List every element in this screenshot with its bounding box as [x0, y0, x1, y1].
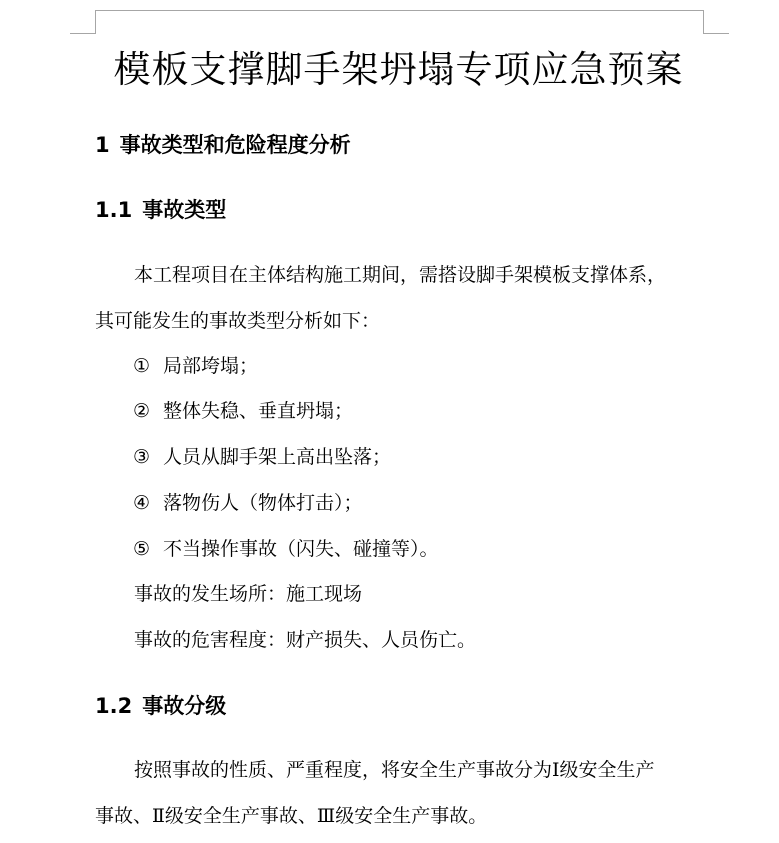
grading-paragraph-line-1: 按照事故的性质、严重程度，将安全生产事故分为Ⅰ级安全生产	[134, 759, 655, 781]
grading-paragraph-line-2: 事故、Ⅱ级安全生产事故、Ⅲ级安全生产事故。	[95, 805, 488, 827]
list-marker: ③	[133, 446, 151, 468]
section-1-number: 1	[95, 133, 110, 157]
accident-type-item	[133, 443, 391, 471]
crop-mark-right-horizontal	[703, 33, 729, 34]
intro-paragraph-line-1: 本工程项目在主体结构施工期间，需搭设脚手架模板支撑体系，	[134, 264, 667, 286]
list-marker: ⑤	[133, 538, 151, 560]
list-marker: ④	[133, 492, 151, 514]
list-item-text: 不当操作事故（闪失、碰撞等）。	[163, 538, 439, 560]
accident-severity-text: 事故的危害程度：财产损失、人员伤亡。	[134, 629, 477, 651]
list-item-text: 人员从脚手架上高出坠落；	[163, 446, 392, 468]
section-1-1-heading	[95, 195, 226, 225]
intro-paragraph-line-2: 其可能发生的事故类型分析如下：	[95, 310, 381, 332]
section-1-1-title: 事故类型	[142, 198, 227, 222]
accident-type-item	[133, 489, 363, 517]
section-1-title: 事故类型和危险程度分析	[119, 133, 351, 157]
section-1-2-heading	[95, 691, 226, 721]
crop-mark-top-line	[95, 10, 704, 11]
accident-type-item	[133, 352, 258, 380]
accident-type-item	[133, 535, 439, 563]
list-item-text: 落物伤人（物体打击）；	[163, 492, 363, 514]
crop-mark-left-vertical	[95, 10, 96, 34]
accident-location-text: 事故的发生场所：施工现场	[134, 583, 363, 605]
list-item-text: 局部垮塌；	[163, 355, 259, 377]
accident-type-item	[133, 397, 353, 425]
document-title: 模板支撑脚手架坍塌专项应急预案	[113, 48, 684, 91]
section-1-2-number: 1.2	[95, 694, 133, 718]
section-1-1-number: 1.1	[95, 198, 133, 222]
crop-mark-right-vertical	[703, 10, 704, 34]
list-item-text: 整体失稳、垂直坍塌；	[163, 400, 354, 422]
list-marker: ①	[133, 355, 151, 377]
crop-mark-left-horizontal	[70, 33, 96, 34]
section-1-heading	[95, 130, 351, 160]
section-1-2-title: 事故分级	[142, 694, 227, 718]
list-marker: ②	[133, 400, 151, 422]
